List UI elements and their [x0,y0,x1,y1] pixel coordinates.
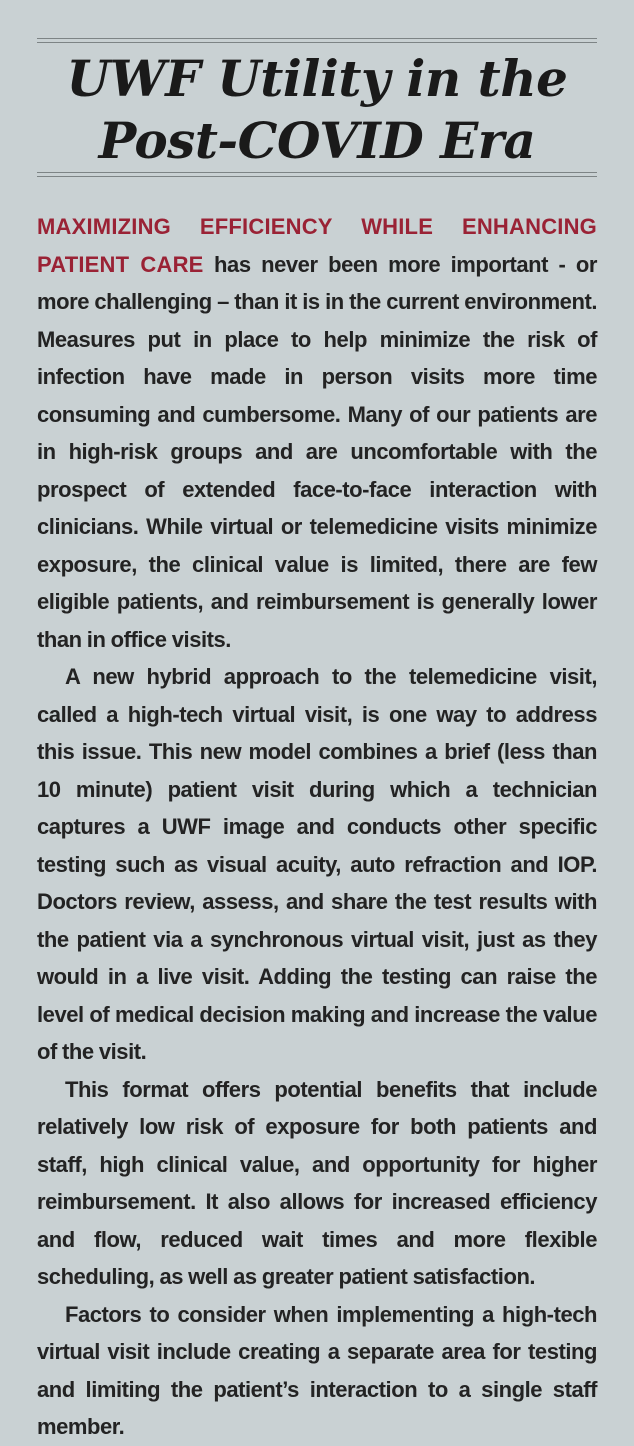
paragraph-1 [37,208,597,658]
title-rule-top [37,38,597,39]
title-line-1: UWF Utility in the [66,49,568,108]
title-rule-top-inner [37,42,597,43]
title-rule-bottom-inner [37,176,597,177]
lead-in-heading: MAXIMIZING EFFICIENCY WHILE ENHANCING PATIENT CARE [37,214,597,277]
paragraph-3: This format offers potential benefits that include relatively low risk of exposure for both patients and staff, high clinical value, and opportunity for higher reimbursement. It also allows for increased efficiency and flow, reduced wait times and more flexible scheduling, as well as greater patient satisfaction. [37,1076,597,1289]
article-body [37,208,597,1446]
paragraph-1-text: has never been more important - or more challenging – than it is in the current environment. Measures put in place to help minimize the risk of infection have made in person visits more time consuming and cumbersome. Many of our patients are in high-risk groups and are uncomfortable with the prospect of extended face-to-face interaction with clinicians. While virtual or telemedicine visits minimize exposure, the clinical value is limited, there are few eligible patients, and reimbursement is generally lower than in office visits. [37,251,598,652]
title-line-2: Post-COVID Era [98,111,536,170]
paragraph-4: Factors to consider when implementing a high-tech virtual visit include creating a separate area for testing and limiting the patient’s interaction to a single staff member. [37,1301,597,1439]
paragraph-2: A new hybrid approach to the telemedicine visit, called a high-tech virtual visit, is one way to address this issue. This new model combines a brief (less than 10 minute) patient visit during which a technician captures a UWF image and conducts other specific testing such as visual acuity, auto refraction and IOP. Doctors review, assess, and share the test results with the patient via a synchronous virtual visit, just as they would in a live visit. Adding the testing can raise the level of medical decision making and increase the value of the visit. [37,664,597,1064]
title-rule-bottom [37,172,597,173]
panel-title [37,48,597,172]
